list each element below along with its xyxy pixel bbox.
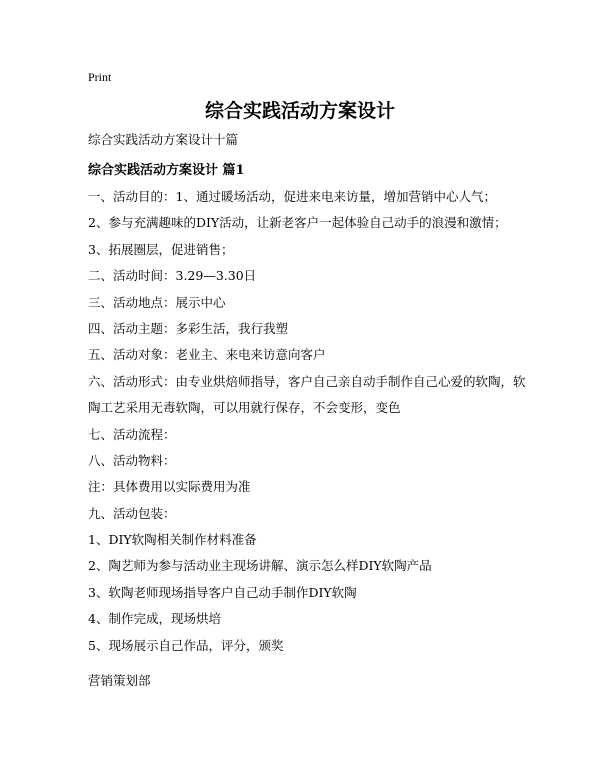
body-line: 陶工艺采用无毒软陶，可以用就行保存，不会变形，变色 bbox=[88, 400, 401, 416]
print-label: Print bbox=[88, 70, 112, 84]
signature-text: 营销策划部 bbox=[88, 673, 151, 688]
body-line: 4、制作完成，现场烘培 bbox=[88, 611, 221, 627]
body-line: 3、拓展圈层，促进销售； bbox=[88, 241, 234, 257]
body-line: 2、陶艺师为参与活动业主现场讲解、演示怎么样DIY软陶产品 bbox=[88, 558, 432, 574]
body-line: 1、DIY软陶相关制作材料准备 bbox=[88, 532, 257, 548]
body-line: 七、活动流程： bbox=[88, 426, 176, 442]
page-title: 综合实践活动方案设计 bbox=[204, 100, 395, 122]
body-line: 四、活动主题：多彩生活，我行我塑 bbox=[88, 320, 289, 336]
body-line: 2、参与充满趣味的DIY活动，让新老客户一起体验自己动手的浪漫和激情； bbox=[88, 215, 507, 231]
body-line: 一、活动目的：1、通过暖场活动，促进来电来访量，增加营销中心人气； bbox=[88, 189, 496, 204]
section-heading: 综合实践活动方案设计 篇1 bbox=[88, 163, 245, 178]
body-line: 八、活动物料： bbox=[88, 452, 176, 468]
body-line: 注：具体费用以实际费用为准 bbox=[88, 479, 251, 495]
document-body bbox=[88, 184, 528, 659]
body-line: 五、活动对象：老业主、来电来访意向客户 bbox=[88, 347, 326, 363]
document-subtitle: 综合实践活动方案设计十篇 bbox=[88, 132, 239, 147]
body-line: 九、活动包装： bbox=[88, 505, 176, 521]
body-line: 3、软陶老师现场指导客户自己动手制作DIY软陶 bbox=[88, 584, 357, 600]
body-line: 三、活动地点：展示中心 bbox=[88, 294, 226, 310]
body-line: 5、现场展示自己作品，评分，颁奖 bbox=[88, 637, 284, 653]
body-line: 二、活动时间：3.29—3.30日 bbox=[88, 268, 257, 284]
body-line: 六、活动形式：由专业烘焙师指导，客户自己亲自动手制作自己心爱的软陶，软 bbox=[88, 373, 526, 389]
